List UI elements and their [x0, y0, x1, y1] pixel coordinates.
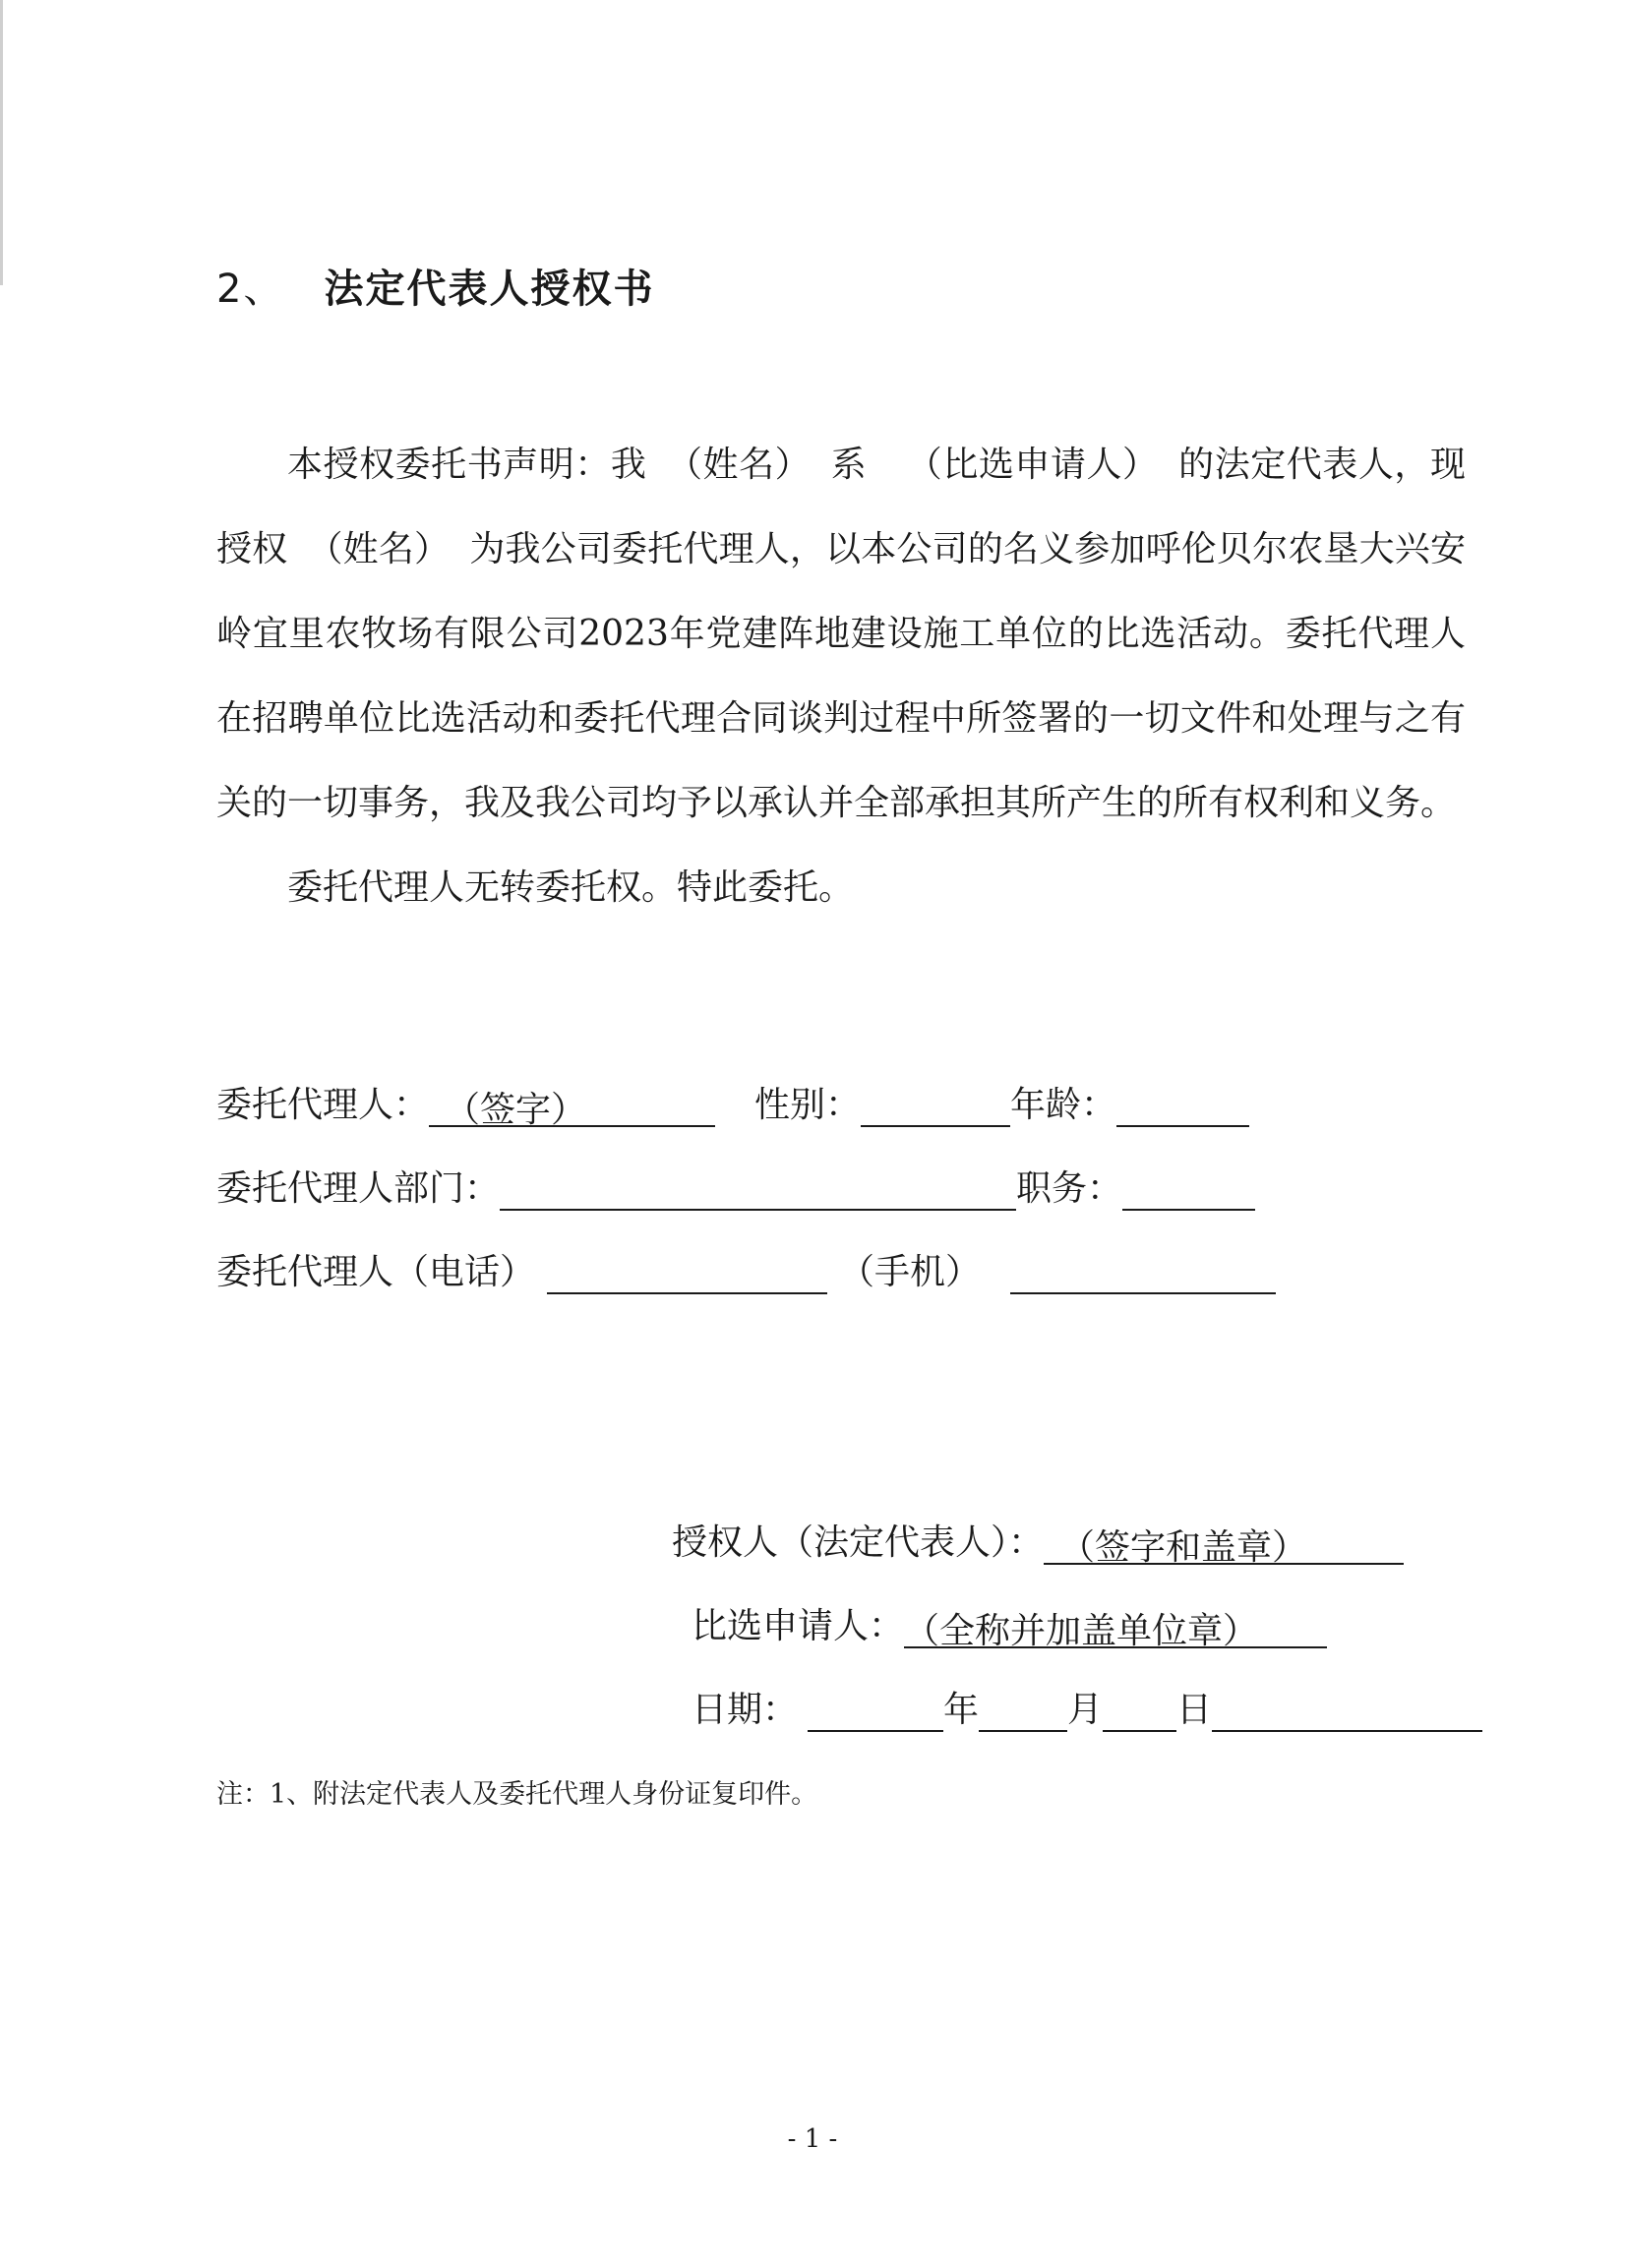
scan-edge	[0, 0, 3, 285]
gender-field[interactable]	[861, 1082, 1010, 1127]
applicant-label: 比选申请人：	[692, 1606, 905, 1646]
phone-line	[216, 1244, 1276, 1294]
footnote: 注：1、附法定代表人及委托代理人身份证复印件。	[216, 1779, 818, 1810]
applicant-signature-hint: （全称并加盖单位章）	[904, 1611, 1259, 1651]
text-segment: 的法定代表人，现授权	[216, 445, 1466, 569]
paragraph-no-subdelegation: 委托代理人无转委托权。特此委托。	[287, 867, 855, 908]
day-field[interactable]	[1103, 1687, 1176, 1732]
month-field[interactable]	[979, 1687, 1067, 1732]
placeholder-name: （姓名）	[666, 445, 812, 485]
applicant-line	[692, 1598, 1327, 1651]
date-line	[692, 1682, 1482, 1732]
year-label: 年	[943, 1690, 980, 1730]
grantor-signature-field[interactable]	[1044, 1520, 1404, 1568]
mobile-label: （手机）	[839, 1252, 982, 1292]
gender-label: 性别：	[754, 1085, 862, 1125]
date-label: 日期：	[692, 1690, 799, 1730]
authorization-body	[216, 423, 1466, 930]
section-heading	[216, 258, 654, 314]
age-field[interactable]	[1116, 1082, 1249, 1127]
grantor-line	[672, 1515, 1404, 1568]
text-segment: 本授权委托书声明：我	[287, 445, 647, 485]
section-title: 法定代表人授权书	[324, 267, 655, 312]
agent-signature-field[interactable]	[429, 1082, 715, 1130]
text-segment: 系	[830, 445, 868, 485]
phone-label: 委托代理人（电话）	[216, 1252, 536, 1292]
department-label: 委托代理人部门：	[216, 1168, 501, 1209]
agent-label: 委托代理人：	[216, 1085, 430, 1125]
page-number: - 1 -	[787, 2124, 838, 2154]
grantor-signature-hint: （签字和盖章）	[1059, 1527, 1308, 1568]
paragraph-declaration	[216, 423, 1466, 846]
age-label: 年龄：	[1010, 1085, 1117, 1125]
text-segment: 为我公司委托代理人，以本公司的名义参加呼伦贝尔农垦大兴安岭宜里农牧场有限公司2023年党建阵地建设施工单位的比选活动。委托代理人在招聘单位比选活动和委托代理合同谈判过程中所签署的一切文件和处理与之有关的一切事务，我及我公司均予以承认并全部承担其所产生的所有权利和义务。	[216, 529, 1466, 823]
position-field[interactable]	[1122, 1165, 1255, 1211]
phone-field[interactable]	[547, 1249, 827, 1294]
mobile-field[interactable]	[1010, 1249, 1276, 1294]
position-label: 职务：	[1016, 1168, 1123, 1209]
applicant-signature-field[interactable]	[904, 1603, 1327, 1651]
grantor-label: 授权人（法定代表人）：	[672, 1522, 1045, 1563]
month-label: 月	[1067, 1690, 1104, 1730]
department-field[interactable]	[500, 1165, 1016, 1211]
year-field[interactable]	[808, 1687, 943, 1732]
section-number: 2、	[216, 267, 285, 312]
date-trailing-field[interactable]	[1212, 1687, 1482, 1732]
department-line	[216, 1161, 1255, 1211]
agent-signature-hint: （签字）	[445, 1090, 587, 1130]
placeholder-applicant: （比选申请人）	[906, 445, 1159, 485]
placeholder-agent-name: （姓名）	[307, 529, 451, 569]
day-label: 日	[1176, 1690, 1213, 1730]
agent-line	[216, 1077, 1249, 1130]
